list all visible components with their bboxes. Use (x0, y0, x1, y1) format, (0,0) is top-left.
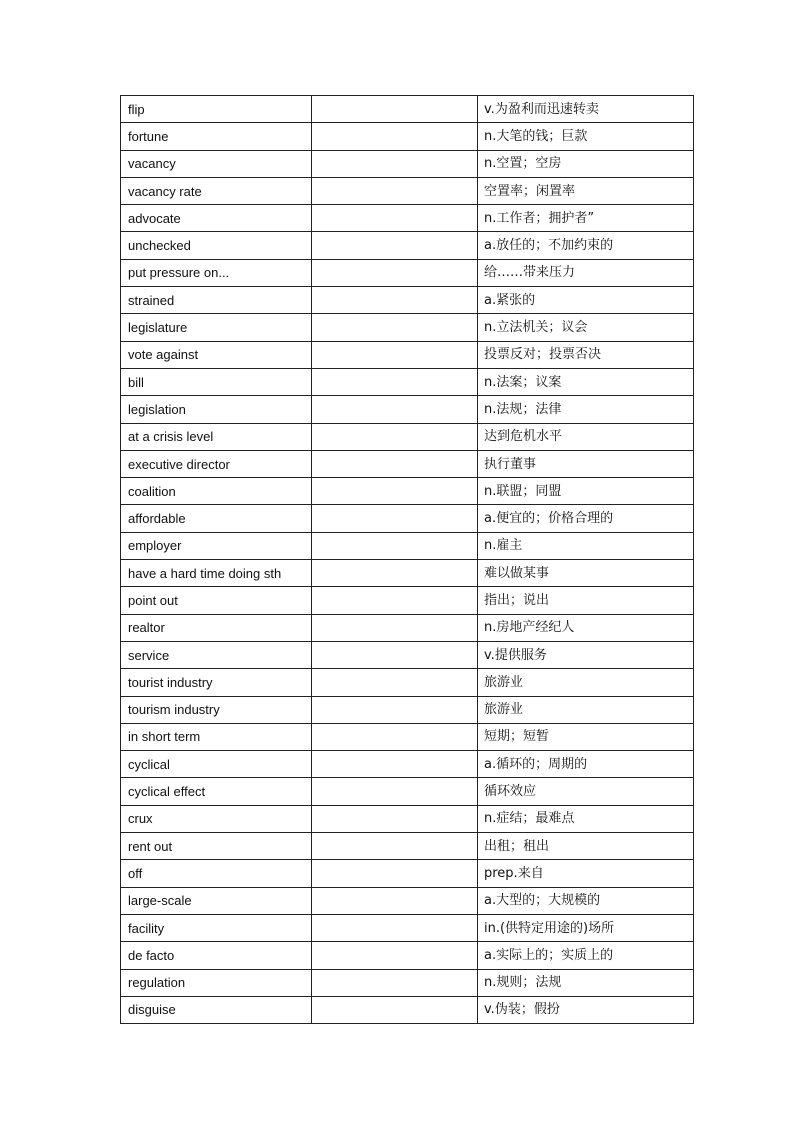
term-cell: bill (121, 368, 312, 395)
term-cell: de facto (121, 942, 312, 969)
blank-cell (312, 560, 478, 587)
meaning-cell: n.空置；空房 (478, 150, 694, 177)
term-cell: vacancy rate (121, 177, 312, 204)
blank-cell (312, 723, 478, 750)
blank-cell (312, 805, 478, 832)
blank-cell (312, 450, 478, 477)
blank-cell (312, 914, 478, 941)
term-cell: service (121, 641, 312, 668)
blank-cell (312, 860, 478, 887)
blank-cell (312, 669, 478, 696)
meaning-cell: v.伪装；假扮 (478, 996, 694, 1023)
table-row (121, 123, 694, 150)
term-cell: tourism industry (121, 696, 312, 723)
meaning-cell: n.症结；最难点 (478, 805, 694, 832)
term-cell: advocate (121, 205, 312, 232)
table-row (121, 505, 694, 532)
meaning-cell: a.实际上的；实质上的 (478, 942, 694, 969)
blank-cell (312, 641, 478, 668)
term-cell: off (121, 860, 312, 887)
term-cell: have a hard time doing sth (121, 560, 312, 587)
blank-cell (312, 232, 478, 259)
meaning-cell: n.规则；法规 (478, 969, 694, 996)
meaning-cell: 难以做某事 (478, 560, 694, 587)
table-row (121, 805, 694, 832)
blank-cell (312, 833, 478, 860)
meaning-cell: 出租；租出 (478, 833, 694, 860)
blank-cell (312, 314, 478, 341)
blank-cell (312, 505, 478, 532)
meaning-cell: a.紧张的 (478, 287, 694, 314)
term-cell: legislature (121, 314, 312, 341)
table-row (121, 696, 694, 723)
blank-cell (312, 368, 478, 395)
table-row (121, 368, 694, 395)
term-cell: unchecked (121, 232, 312, 259)
table-row (121, 150, 694, 177)
table-row (121, 532, 694, 559)
table-row (121, 969, 694, 996)
blank-cell (312, 205, 478, 232)
meaning-cell: a.便宜的；价格合理的 (478, 505, 694, 532)
blank-cell (312, 259, 478, 286)
table-row (121, 478, 694, 505)
table-row (121, 341, 694, 368)
term-cell: strained (121, 287, 312, 314)
blank-cell (312, 942, 478, 969)
meaning-cell: n.工作者；拥护者” (478, 205, 694, 232)
blank-cell (312, 287, 478, 314)
blank-cell (312, 478, 478, 505)
term-cell: employer (121, 532, 312, 559)
meaning-cell: a.大型的；大规模的 (478, 887, 694, 914)
table-row (121, 205, 694, 232)
term-cell: point out (121, 587, 312, 614)
table-row (121, 914, 694, 941)
term-cell: regulation (121, 969, 312, 996)
table-row (121, 396, 694, 423)
meaning-cell: 给……带来压力 (478, 259, 694, 286)
table-row (121, 669, 694, 696)
blank-cell (312, 887, 478, 914)
meaning-cell: n.雇主 (478, 532, 694, 559)
meaning-cell: 短期；短暂 (478, 723, 694, 750)
blank-cell (312, 587, 478, 614)
table-row (121, 287, 694, 314)
blank-cell (312, 177, 478, 204)
table-row (121, 887, 694, 914)
blank-cell (312, 696, 478, 723)
blank-cell (312, 614, 478, 641)
term-cell: crux (121, 805, 312, 832)
table-row (121, 751, 694, 778)
term-cell: tourist industry (121, 669, 312, 696)
table-row (121, 232, 694, 259)
meaning-cell: n.大笔的钱；巨款 (478, 123, 694, 150)
blank-cell (312, 123, 478, 150)
table-row (121, 641, 694, 668)
table-row (121, 96, 694, 123)
term-cell: cyclical effect (121, 778, 312, 805)
meaning-cell: 旅游业 (478, 696, 694, 723)
table-row (121, 587, 694, 614)
table-row (121, 723, 694, 750)
table-row (121, 259, 694, 286)
term-cell: coalition (121, 478, 312, 505)
meaning-cell: 投票反对；投票否决 (478, 341, 694, 368)
blank-cell (312, 341, 478, 368)
blank-cell (312, 751, 478, 778)
table-row (121, 314, 694, 341)
term-cell: fortune (121, 123, 312, 150)
blank-cell (312, 778, 478, 805)
vocabulary-table-body (121, 96, 694, 1024)
meaning-cell: n.立法机关；议会 (478, 314, 694, 341)
blank-cell (312, 969, 478, 996)
term-cell: in short term (121, 723, 312, 750)
meaning-cell: n.房地产经纪人 (478, 614, 694, 641)
term-cell: vote against (121, 341, 312, 368)
term-cell: large-scale (121, 887, 312, 914)
table-row (121, 860, 694, 887)
meaning-cell: v.为盈利而迅速转卖 (478, 96, 694, 123)
meaning-cell: in.(供特定用途的)场所 (478, 914, 694, 941)
table-row (121, 778, 694, 805)
meaning-cell: 旅游业 (478, 669, 694, 696)
table-row (121, 833, 694, 860)
term-cell: affordable (121, 505, 312, 532)
table-row (121, 450, 694, 477)
term-cell: flip (121, 96, 312, 123)
table-row (121, 560, 694, 587)
term-cell: executive director (121, 450, 312, 477)
meaning-cell: a.循环的；周期的 (478, 751, 694, 778)
meaning-cell: n.联盟；同盟 (478, 478, 694, 505)
term-cell: rent out (121, 833, 312, 860)
term-cell: cyclical (121, 751, 312, 778)
term-cell: at a crisis level (121, 423, 312, 450)
vocabulary-table (120, 95, 694, 1024)
meaning-cell: n.法案；议案 (478, 368, 694, 395)
blank-cell (312, 150, 478, 177)
meaning-cell: 执行董事 (478, 450, 694, 477)
term-cell: realtor (121, 614, 312, 641)
table-row (121, 423, 694, 450)
term-cell: facility (121, 914, 312, 941)
table-row (121, 177, 694, 204)
term-cell: legislation (121, 396, 312, 423)
table-row (121, 996, 694, 1023)
meaning-cell: prep.来自 (478, 860, 694, 887)
blank-cell (312, 96, 478, 123)
blank-cell (312, 996, 478, 1023)
meaning-cell: v.提供服务 (478, 641, 694, 668)
term-cell: vacancy (121, 150, 312, 177)
meaning-cell: 循环效应 (478, 778, 694, 805)
term-cell: disguise (121, 996, 312, 1023)
meaning-cell: n.法规；法律 (478, 396, 694, 423)
table-row (121, 614, 694, 641)
meaning-cell: a.放任的；不加约束的 (478, 232, 694, 259)
blank-cell (312, 423, 478, 450)
table-row (121, 942, 694, 969)
blank-cell (312, 532, 478, 559)
blank-cell (312, 396, 478, 423)
term-cell: put pressure on... (121, 259, 312, 286)
meaning-cell: 指出；说出 (478, 587, 694, 614)
meaning-cell: 达到危机水平 (478, 423, 694, 450)
meaning-cell: 空置率；闲置率 (478, 177, 694, 204)
